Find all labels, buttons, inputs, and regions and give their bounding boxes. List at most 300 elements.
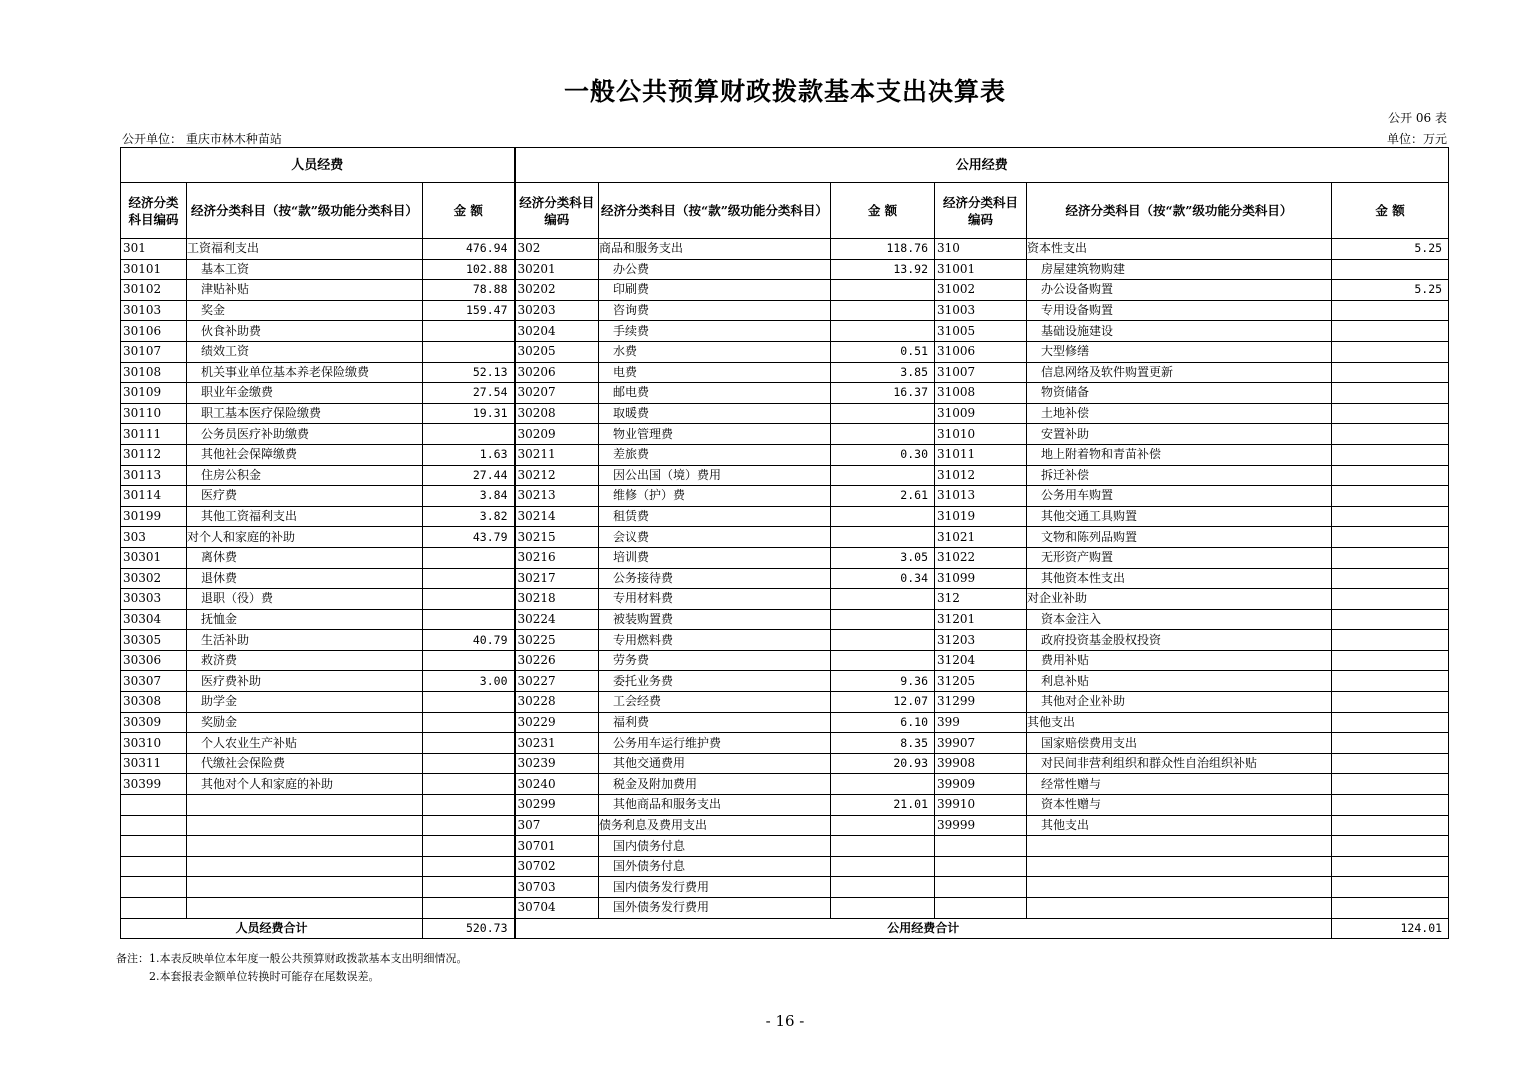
cell-amount xyxy=(831,856,935,877)
cell-amount xyxy=(1332,259,1449,280)
cell-code: 31022 xyxy=(935,547,1027,568)
cell-name: 债务利息及费用支出 xyxy=(599,815,831,836)
cell-code: 30108 xyxy=(121,362,187,383)
cell-code: 30112 xyxy=(121,444,187,465)
cell-amount: 2.61 xyxy=(831,486,935,507)
table-row xyxy=(121,424,1449,445)
cell-code: 31299 xyxy=(935,692,1027,713)
cell-name: 会议费 xyxy=(599,527,831,548)
cell-amount: 5.25 xyxy=(1332,239,1449,260)
cell-amount: 12.07 xyxy=(831,692,935,713)
table-row xyxy=(121,856,1449,877)
cell-amount xyxy=(831,774,935,795)
cell-name: 公务用车运行维护费 xyxy=(599,733,831,754)
cell-code: 31019 xyxy=(935,506,1027,527)
cell-amount xyxy=(1332,692,1449,713)
cell-code: 30205 xyxy=(515,341,599,362)
section-public: 公用经费 xyxy=(515,148,1449,183)
cell-code: 31021 xyxy=(935,527,1027,548)
table-row xyxy=(121,650,1449,671)
cell-code: 31204 xyxy=(935,650,1027,671)
cell-amount: 8.35 xyxy=(831,733,935,754)
cell-amount xyxy=(423,733,515,754)
cell-name: 资本性赠与 xyxy=(1027,795,1332,816)
cell-amount xyxy=(423,712,515,733)
cell-code: 30199 xyxy=(121,506,187,527)
cell-name: 个人农业生产补贴 xyxy=(187,733,423,754)
cell-amount xyxy=(423,856,515,877)
cell-name: 生活补助 xyxy=(187,630,423,651)
cell-name: 其他对企业补助 xyxy=(1027,692,1332,713)
cell-code: 30209 xyxy=(515,424,599,445)
cell-name xyxy=(187,898,423,919)
cell-amount xyxy=(423,692,515,713)
table-row xyxy=(121,589,1449,610)
cell-code: 31205 xyxy=(935,671,1027,692)
cell-code xyxy=(121,815,187,836)
cell-code: 30217 xyxy=(515,568,599,589)
cell-name: 其他工资福利支出 xyxy=(187,506,423,527)
cell-amount xyxy=(831,465,935,486)
table-row xyxy=(121,877,1449,898)
cell-name: 国内债务发行费用 xyxy=(599,877,831,898)
cell-name: 办公设备购置 xyxy=(1027,280,1332,301)
page-number: - 16 - xyxy=(765,1012,805,1030)
cell-amount xyxy=(1332,444,1449,465)
table-row xyxy=(121,486,1449,507)
table-row xyxy=(121,383,1449,404)
cell-amount xyxy=(1332,753,1449,774)
cell-code: 30304 xyxy=(121,609,187,630)
cell-name: 退职（役）费 xyxy=(187,589,423,610)
public-total-amount: 124.01 xyxy=(1332,918,1449,939)
cell-name: 奖励金 xyxy=(187,712,423,733)
cell-name: 离休费 xyxy=(187,547,423,568)
cell-code: 30214 xyxy=(515,506,599,527)
cell-code xyxy=(121,877,187,898)
cell-amount xyxy=(423,877,515,898)
cell-amount xyxy=(1332,383,1449,404)
cell-amount xyxy=(1332,856,1449,877)
cell-name: 专用材料费 xyxy=(599,589,831,610)
cell-code: 30202 xyxy=(515,280,599,301)
cell-amount: 3.84 xyxy=(423,486,515,507)
cell-code: 30227 xyxy=(515,671,599,692)
cell-amount xyxy=(1332,650,1449,671)
cell-amount xyxy=(423,609,515,630)
cell-amount xyxy=(831,424,935,445)
cell-amount xyxy=(1332,527,1449,548)
table-row xyxy=(121,506,1449,527)
table-row xyxy=(121,341,1449,362)
cell-name: 印刷费 xyxy=(599,280,831,301)
cell-amount xyxy=(831,589,935,610)
cell-code xyxy=(121,836,187,857)
cell-code: 30306 xyxy=(121,650,187,671)
cell-code: 30103 xyxy=(121,300,187,321)
cell-amount xyxy=(423,424,515,445)
section-personnel: 人员经费 xyxy=(121,148,515,183)
cell-amount xyxy=(831,300,935,321)
cell-name: 经常性赠与 xyxy=(1027,774,1332,795)
cell-name: 差旅费 xyxy=(599,444,831,465)
cell-name: 无形资产购置 xyxy=(1027,547,1332,568)
cell-code xyxy=(121,898,187,919)
cell-amount xyxy=(1332,568,1449,589)
table-row xyxy=(121,465,1449,486)
cell-name: 委托业务费 xyxy=(599,671,831,692)
cell-name: 国家赔偿费用支出 xyxy=(1027,733,1332,754)
cell-name: 职业年金缴费 xyxy=(187,383,423,404)
cell-amount: 40.79 xyxy=(423,630,515,651)
cell-name: 其他交通费用 xyxy=(599,753,831,774)
cell-name: 专用设备购置 xyxy=(1027,300,1332,321)
cell-amount xyxy=(423,774,515,795)
cell-name: 被装购置费 xyxy=(599,609,831,630)
cell-name: 对企业补助 xyxy=(1027,589,1332,610)
cell-code: 39999 xyxy=(935,815,1027,836)
table-row xyxy=(121,300,1449,321)
cell-code: 31203 xyxy=(935,630,1027,651)
cell-code: 30704 xyxy=(515,898,599,919)
cell-code: 31099 xyxy=(935,568,1027,589)
unit-label: 公开单位： 重庆市林木种苗站 xyxy=(122,132,282,146)
table-row xyxy=(121,774,1449,795)
header-amount: 金 额 xyxy=(423,183,515,239)
cell-amount: 0.51 xyxy=(831,341,935,362)
cell-code: 31012 xyxy=(935,465,1027,486)
cell-name: 基础设施建设 xyxy=(1027,321,1332,342)
cell-code: 31006 xyxy=(935,341,1027,362)
cell-amount: 0.30 xyxy=(831,444,935,465)
cell-name: 助学金 xyxy=(187,692,423,713)
cell-code: 31007 xyxy=(935,362,1027,383)
cell-amount xyxy=(1332,424,1449,445)
cell-code: 30226 xyxy=(515,650,599,671)
cell-name: 专用燃料费 xyxy=(599,630,831,651)
table-row xyxy=(121,362,1449,383)
cell-name: 政府投资基金股权投资 xyxy=(1027,630,1332,651)
cell-name: 工会经费 xyxy=(599,692,831,713)
cell-amount xyxy=(831,506,935,527)
cell-code: 31003 xyxy=(935,300,1027,321)
cell-code: 30231 xyxy=(515,733,599,754)
cell-amount xyxy=(1332,733,1449,754)
cell-name: 安置补助 xyxy=(1027,424,1332,445)
cell-name: 公务用车购置 xyxy=(1027,486,1332,507)
cell-code: 30107 xyxy=(121,341,187,362)
cell-code: 399 xyxy=(935,712,1027,733)
cell-name: 手续费 xyxy=(599,321,831,342)
cell-amount xyxy=(1332,403,1449,424)
cell-amount xyxy=(423,898,515,919)
cell-amount xyxy=(1332,506,1449,527)
cell-name: 退休费 xyxy=(187,568,423,589)
cell-amount xyxy=(831,527,935,548)
section-header-row xyxy=(121,148,1449,183)
table-row xyxy=(121,692,1449,713)
personnel-total-amount: 520.73 xyxy=(423,918,515,939)
cell-name: 基本工资 xyxy=(187,259,423,280)
cell-code: 30109 xyxy=(121,383,187,404)
currency-unit: 单位：万元 xyxy=(1386,132,1447,146)
cell-amount: 13.92 xyxy=(831,259,935,280)
cell-code: 30301 xyxy=(121,547,187,568)
cell-amount: 159.47 xyxy=(423,300,515,321)
cell-code xyxy=(121,795,187,816)
cell-amount: 476.94 xyxy=(423,239,515,260)
table-body xyxy=(121,148,1449,939)
header-amount: 金 额 xyxy=(1332,183,1449,239)
cell-code: 31002 xyxy=(935,280,1027,301)
cell-name xyxy=(1027,856,1332,877)
table-row xyxy=(121,403,1449,424)
header-name: 经济分类科目（按“款”级功能分类科目） xyxy=(599,183,831,239)
cell-amount xyxy=(831,403,935,424)
cell-amount: 16.37 xyxy=(831,383,935,404)
cell-code: 30702 xyxy=(515,856,599,877)
cell-code: 30110 xyxy=(121,403,187,424)
cell-name: 信息网络及软件购置更新 xyxy=(1027,362,1332,383)
cell-name: 办公费 xyxy=(599,259,831,280)
cell-amount xyxy=(831,898,935,919)
note-2: 2.本套报表金额单位转换时可能存在尾数误差。 xyxy=(149,970,380,983)
cell-name: 代缴社会保险费 xyxy=(187,753,423,774)
totals-row xyxy=(121,918,1449,939)
table-row xyxy=(121,815,1449,836)
table-row xyxy=(121,712,1449,733)
cell-name: 抚恤金 xyxy=(187,609,423,630)
cell-code: 30218 xyxy=(515,589,599,610)
cell-amount: 3.85 xyxy=(831,362,935,383)
cell-name: 维修（护）费 xyxy=(599,486,831,507)
cell-amount: 3.00 xyxy=(423,671,515,692)
cell-name: 其他对个人和家庭的补助 xyxy=(187,774,423,795)
page-title: 一般公共预算财政拨款基本支出决算表 xyxy=(563,77,1006,106)
cell-amount xyxy=(831,650,935,671)
cell-amount: 5.25 xyxy=(1332,280,1449,301)
cell-amount xyxy=(831,609,935,630)
table-row xyxy=(121,527,1449,548)
cell-amount xyxy=(423,547,515,568)
cell-name: 对民间非营利组织和群众性自治组织补贴 xyxy=(1027,753,1332,774)
cell-code: 30106 xyxy=(121,321,187,342)
cell-name xyxy=(1027,877,1332,898)
cell-amount: 20.93 xyxy=(831,753,935,774)
cell-amount xyxy=(1332,712,1449,733)
cell-code: 30201 xyxy=(515,259,599,280)
table-row xyxy=(121,609,1449,630)
cell-code: 30308 xyxy=(121,692,187,713)
cell-name: 文物和陈列品购置 xyxy=(1027,527,1332,548)
cell-name xyxy=(187,836,423,857)
cell-amount: 118.76 xyxy=(831,239,935,260)
cell-amount xyxy=(1332,836,1449,857)
cell-name xyxy=(1027,898,1332,919)
cell-code xyxy=(935,836,1027,857)
cell-name: 利息补贴 xyxy=(1027,671,1332,692)
cell-code: 307 xyxy=(515,815,599,836)
cell-code: 30216 xyxy=(515,547,599,568)
cell-name: 工资福利支出 xyxy=(187,239,423,260)
cell-name: 救济费 xyxy=(187,650,423,671)
cell-code: 30203 xyxy=(515,300,599,321)
table-row xyxy=(121,733,1449,754)
cell-amount: 3.05 xyxy=(831,547,935,568)
cell-name: 其他商品和服务支出 xyxy=(599,795,831,816)
cell-code: 30229 xyxy=(515,712,599,733)
cell-code xyxy=(121,856,187,877)
table-row xyxy=(121,547,1449,568)
cell-name: 公务员医疗补助缴费 xyxy=(187,424,423,445)
header-code: 经济分类科目编码 xyxy=(515,183,599,239)
header-name: 经济分类科目（按“款”级功能分类科目） xyxy=(187,183,423,239)
cell-amount xyxy=(423,795,515,816)
cell-amount: 3.82 xyxy=(423,506,515,527)
cell-amount: 9.36 xyxy=(831,671,935,692)
cell-code: 39908 xyxy=(935,753,1027,774)
cell-name: 医疗费 xyxy=(187,486,423,507)
cell-name: 物资储备 xyxy=(1027,383,1332,404)
cell-code: 30240 xyxy=(515,774,599,795)
cell-code: 30212 xyxy=(515,465,599,486)
cell-code: 30213 xyxy=(515,486,599,507)
cell-amount: 1.63 xyxy=(423,444,515,465)
cell-amount: 43.79 xyxy=(423,527,515,548)
cell-amount xyxy=(1332,547,1449,568)
table-row xyxy=(121,321,1449,342)
cell-amount xyxy=(1332,795,1449,816)
cell-amount: 52.13 xyxy=(423,362,515,383)
cell-code: 31009 xyxy=(935,403,1027,424)
cell-amount xyxy=(831,630,935,651)
cell-code: 30303 xyxy=(121,589,187,610)
cell-code: 31201 xyxy=(935,609,1027,630)
cell-name: 福利费 xyxy=(599,712,831,733)
table-row xyxy=(121,898,1449,919)
cell-code: 30299 xyxy=(515,795,599,816)
cell-name: 国内债务付息 xyxy=(599,836,831,857)
cell-code: 30101 xyxy=(121,259,187,280)
table-row xyxy=(121,836,1449,857)
cell-code: 30239 xyxy=(515,753,599,774)
cell-code: 30211 xyxy=(515,444,599,465)
cell-amount xyxy=(831,321,935,342)
cell-name: 绩效工资 xyxy=(187,341,423,362)
cell-code: 30399 xyxy=(121,774,187,795)
cell-name: 地上附着物和青苗补偿 xyxy=(1027,444,1332,465)
cell-name: 土地补偿 xyxy=(1027,403,1332,424)
cell-amount xyxy=(831,877,935,898)
cell-amount xyxy=(1332,898,1449,919)
cell-name: 物业管理费 xyxy=(599,424,831,445)
cell-name: 其他交通工具购置 xyxy=(1027,506,1332,527)
cell-code: 30311 xyxy=(121,753,187,774)
cell-name: 邮电费 xyxy=(599,383,831,404)
cell-amount xyxy=(1332,671,1449,692)
cell-amount xyxy=(423,753,515,774)
table-row xyxy=(121,280,1449,301)
note-1: 备注：1.本表反映单位本年度一般公共预算财政拨款基本支出明细情况。 xyxy=(116,952,468,965)
cell-amount: 21.01 xyxy=(831,795,935,816)
cell-amount: 27.54 xyxy=(423,383,515,404)
cell-amount xyxy=(1332,486,1449,507)
cell-name: 咨询费 xyxy=(599,300,831,321)
cell-code: 30207 xyxy=(515,383,599,404)
cell-code xyxy=(935,898,1027,919)
cell-name: 资本金注入 xyxy=(1027,609,1332,630)
cell-code: 31011 xyxy=(935,444,1027,465)
cell-amount xyxy=(1332,774,1449,795)
cell-amount: 6.10 xyxy=(831,712,935,733)
cell-code: 312 xyxy=(935,589,1027,610)
cell-amount xyxy=(1332,815,1449,836)
cell-amount xyxy=(423,815,515,836)
cell-name: 商品和服务支出 xyxy=(599,239,831,260)
cell-code: 30310 xyxy=(121,733,187,754)
cell-name: 国外债务发行费用 xyxy=(599,898,831,919)
cell-name: 大型修缮 xyxy=(1027,341,1332,362)
cell-code: 30309 xyxy=(121,712,187,733)
cell-code: 30701 xyxy=(515,836,599,857)
cell-code: 310 xyxy=(935,239,1027,260)
cell-name: 奖金 xyxy=(187,300,423,321)
cell-name: 税金及附加费用 xyxy=(599,774,831,795)
cell-name: 因公出国（境）费用 xyxy=(599,465,831,486)
table-row xyxy=(121,259,1449,280)
cell-code: 31008 xyxy=(935,383,1027,404)
cell-name: 培训费 xyxy=(599,547,831,568)
cell-amount xyxy=(1332,362,1449,383)
cell-name: 拆迁补偿 xyxy=(1027,465,1332,486)
cell-code: 31005 xyxy=(935,321,1027,342)
cell-code xyxy=(935,877,1027,898)
cell-name: 医疗费补助 xyxy=(187,671,423,692)
cell-code: 31013 xyxy=(935,486,1027,507)
cell-code: 30113 xyxy=(121,465,187,486)
cell-name: 伙食补助费 xyxy=(187,321,423,342)
cell-name xyxy=(1027,836,1332,857)
cell-amount: 78.88 xyxy=(423,280,515,301)
cell-name: 其他社会保障缴费 xyxy=(187,444,423,465)
cell-code: 39907 xyxy=(935,733,1027,754)
cell-amount xyxy=(423,321,515,342)
header-code: 经济分类科目编码 xyxy=(121,183,187,239)
cell-name xyxy=(187,856,423,877)
table-row xyxy=(121,795,1449,816)
cell-code: 30302 xyxy=(121,568,187,589)
cell-code: 30225 xyxy=(515,630,599,651)
cell-name: 津贴补贴 xyxy=(187,280,423,301)
cell-name: 其他支出 xyxy=(1027,712,1332,733)
cell-amount xyxy=(831,280,935,301)
table-row xyxy=(121,753,1449,774)
cell-code: 30307 xyxy=(121,671,187,692)
cell-code: 30228 xyxy=(515,692,599,713)
cell-name: 机关事业单位基本养老保险缴费 xyxy=(187,362,423,383)
cell-name: 资本性支出 xyxy=(1027,239,1332,260)
table-row xyxy=(121,444,1449,465)
cell-amount xyxy=(1332,877,1449,898)
cell-name: 水费 xyxy=(599,341,831,362)
cell-code: 39909 xyxy=(935,774,1027,795)
cell-code: 30206 xyxy=(515,362,599,383)
table-row xyxy=(121,568,1449,589)
cell-name: 费用补贴 xyxy=(1027,650,1332,671)
cell-code: 31010 xyxy=(935,424,1027,445)
cell-amount: 19.31 xyxy=(423,403,515,424)
table-row xyxy=(121,630,1449,651)
